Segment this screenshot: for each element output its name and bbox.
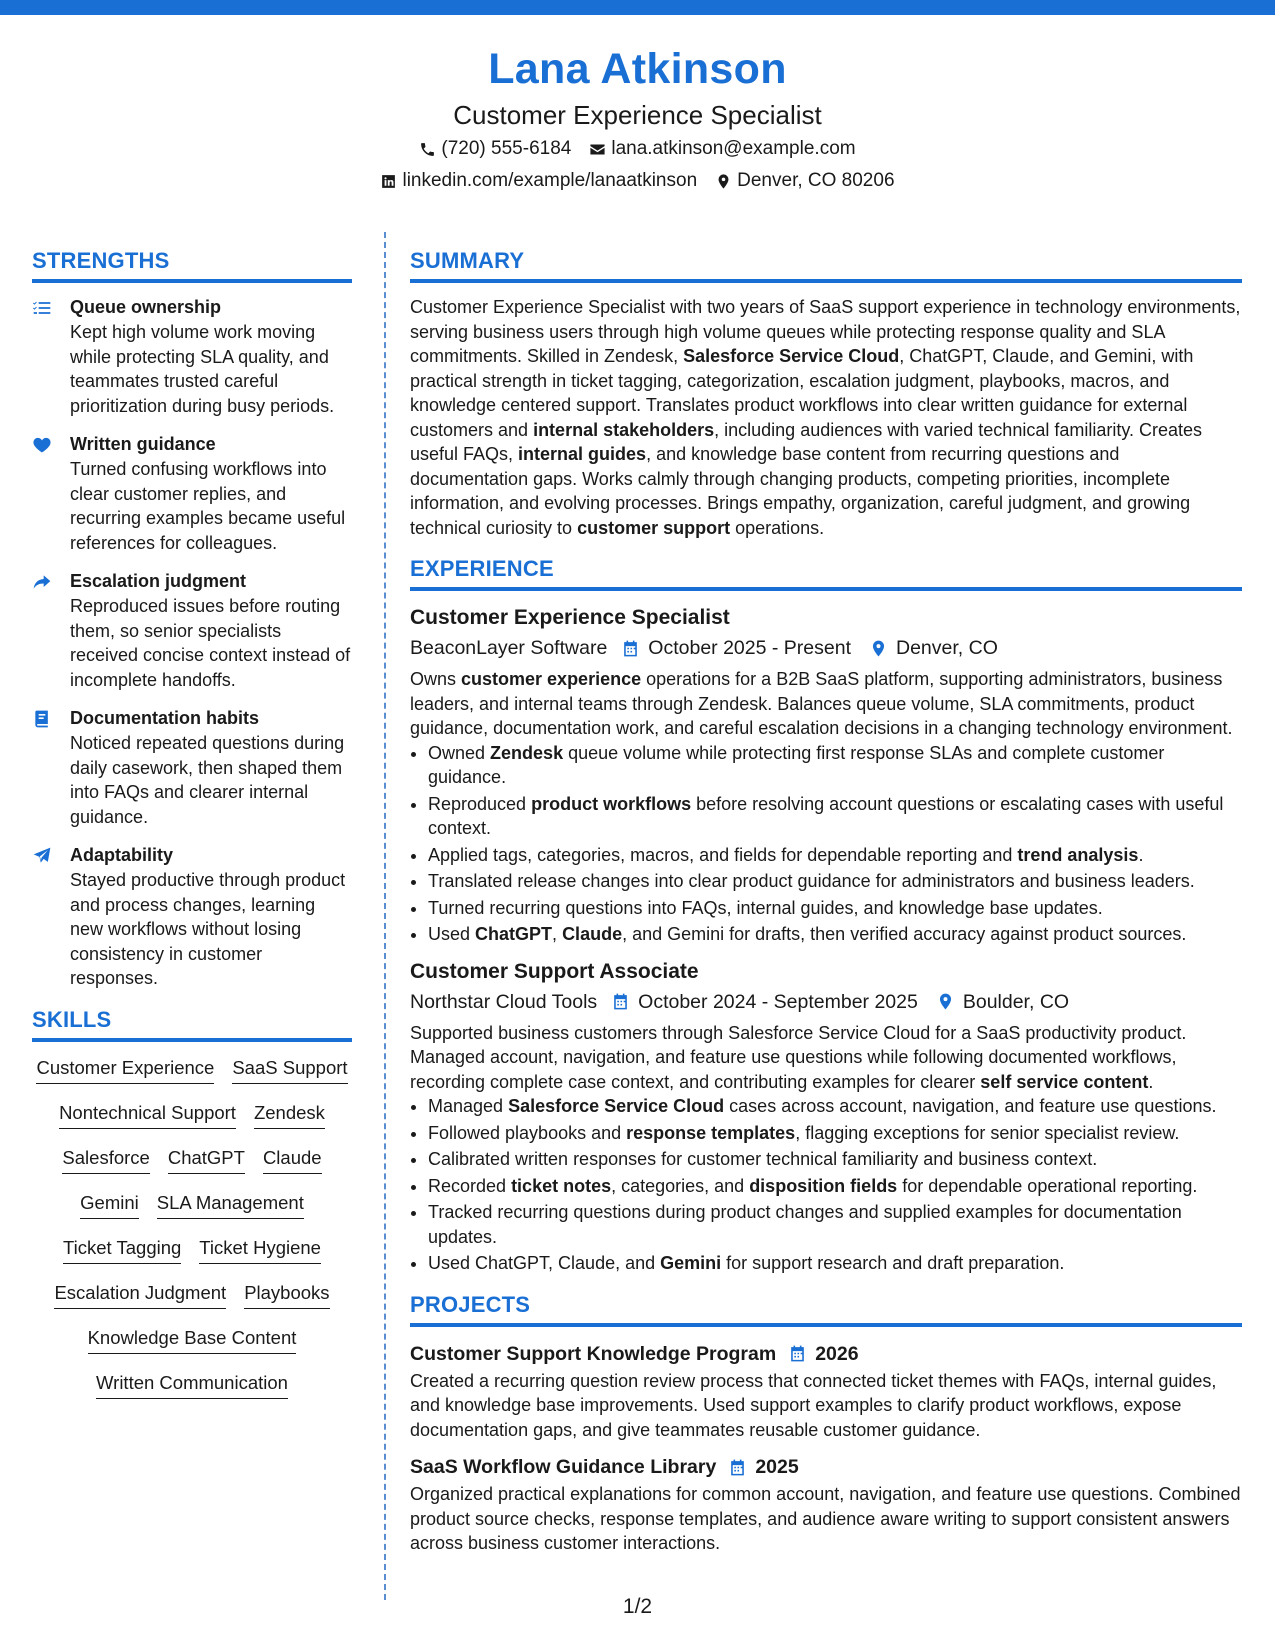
strength-desc: Noticed repeated questions during daily casework, then shaped them into FAQs and clearer internal guidance.: [70, 733, 345, 827]
phone-contact[interactable]: [419, 134, 571, 164]
top-accent-bar: [0, 0, 1275, 15]
right-column: [410, 246, 1242, 1556]
project-entry: [410, 1452, 1242, 1556]
job-meta: [410, 633, 1242, 663]
candidate-name: Lana Atkinson: [488, 45, 787, 93]
project-year: 2025: [755, 1456, 799, 1478]
strength-item: [32, 569, 352, 692]
skill-tag: Ticket Tagging: [63, 1234, 181, 1264]
bullet-item: • Translated release changes into clear product guidance for administrators and business leaders.: [428, 869, 1242, 894]
calendar-icon: [621, 639, 640, 658]
project-desc: Organized practical explanations for common account, navigation, and feature use questions. Combined product source checks, response templates, and audience aware writing to support consistent answers across business customer interactions.: [410, 1484, 1241, 1553]
map-pin-icon: [869, 639, 888, 658]
book-icon: [32, 709, 52, 729]
skill-tag: Salesforce: [62, 1144, 149, 1174]
skill-tag: Escalation Judgment: [54, 1279, 226, 1309]
page-number: 1/2: [622, 1595, 653, 1618]
location-contact: [715, 166, 894, 196]
strength-title: Queue ownership: [70, 297, 222, 317]
project-title: Customer Support Knowledge Program: [410, 1342, 777, 1365]
email-text: lana.atkinson@example.com: [611, 138, 856, 159]
strength-desc: Turned confusing workflows into clear customer replies, and recurring examples became useful references for colleagues.: [70, 459, 346, 553]
job-bullets: [410, 1094, 1242, 1276]
project-title-row: [410, 1339, 1242, 1369]
bullet-item: • Calibrated written responses for customer technical familiarity and business context.: [428, 1147, 1242, 1172]
job-title: Customer Experience Specialist: [410, 606, 730, 629]
list-check-icon: [32, 298, 52, 318]
strength-title: Written guidance: [70, 434, 216, 454]
bullet-item: • Used ChatGPT, Claude, and Gemini for drafts, then verified accuracy against product sources.: [428, 922, 1242, 947]
calendar-icon: [788, 1344, 807, 1363]
location-text: Denver, CO 80206: [737, 170, 895, 191]
strengths-list: [32, 295, 352, 991]
job-entry: [410, 603, 1242, 947]
bullet-item: • Followed playbooks and response templates, flagging exceptions for senior specialist review.: [428, 1121, 1242, 1146]
project-entry: [410, 1339, 1242, 1443]
strength-title: Escalation judgment: [70, 571, 247, 591]
linkedin-text: linkedin.com/example/lanaatkinson: [402, 170, 698, 191]
summary-text: Customer Experience Specialist with two years of SaaS support experience in technology environments, serving business users through high volume queues while protecting response quality and SLA commitments. Skilled in Zendesk, Salesforce Service Cloud, ChatGPT, Claude, and Gemini, with practical strength in ticket tagging, categorization, escalation judgment, playbooks, macros, and knowledge centered support. Translates product workflows into clear written guidance for external customers and internal stakeholders, including audiences with varied technical familiarity. Creates useful FAQs, internal guides, and knowledge base content from recurring questions and documentation gaps. Works calmly through changing products, competing priorities, incomplete information, and evolving processes. Brings empathy, organization, careful judgment, and growing technical curiosity to customer support operations.: [410, 297, 1241, 538]
job-meta: [410, 987, 1242, 1017]
project-year: 2026: [815, 1342, 859, 1365]
company-name: BeaconLayer Software: [410, 637, 608, 659]
skill-tag: Gemini: [80, 1189, 139, 1219]
bullet-item: • Tracked recurring questions during product changes and supplied examples for documentation updates.: [428, 1200, 1242, 1249]
strength-item: [32, 843, 352, 991]
resume-header: [0, 40, 1275, 196]
skill-tag: SLA Management: [157, 1189, 304, 1219]
map-pin-icon: [715, 173, 732, 190]
summary-heading: SUMMARY: [410, 246, 1242, 283]
contact-row-2: [0, 166, 1275, 196]
strength-item: [32, 295, 352, 418]
phone-icon: [419, 141, 436, 158]
skill-tag: Playbooks: [244, 1279, 329, 1309]
bullet-item: • Recorded ticket notes, categories, and disposition fields for dependable operational reporting.: [428, 1174, 1242, 1199]
company-name: Northstar Cloud Tools: [410, 990, 598, 1013]
strength-item: [32, 432, 352, 555]
strength-desc: Stayed productive through product and process changes, learning new workflows without losing consistency in customer responses.: [70, 870, 346, 988]
bullet-item: • Used ChatGPT, Claude, and Gemini for support research and draft preparation.: [428, 1251, 1242, 1276]
skill-tag: Zendesk: [254, 1099, 325, 1129]
skills-heading: SKILLS: [32, 1005, 352, 1042]
left-column: [32, 246, 352, 1414]
column-divider: [384, 232, 386, 1600]
contact-row-1: [0, 134, 1275, 164]
envelope-icon: [589, 141, 606, 158]
linkedin-icon: [380, 173, 397, 190]
paper-plane-icon: [32, 846, 52, 866]
job-bullets: [410, 741, 1242, 947]
project-title-row: [410, 1452, 1242, 1482]
job-location: Denver, CO: [896, 637, 998, 659]
bullet-item: • Reproduced product workflows before resolving account questions or escalating cases with useful context.: [428, 792, 1242, 841]
job-entry: [410, 957, 1242, 1276]
share-arrow-icon: [32, 572, 52, 592]
experience-heading: EXPERIENCE: [410, 554, 1242, 591]
job-intro: Owns customer experience operations for a B2B SaaS platform, supporting administrators, business leaders, and internal teams through Zendesk. Balances queue volume, SLA commitments, product guidance, documentation work, and careful escalation decisions in a changing technology environment.: [410, 669, 1233, 738]
project-title: SaaS Workflow Guidance Library: [410, 1456, 717, 1478]
skills-list: [32, 1054, 352, 1414]
bullet-item: • Owned Zendesk queue volume while protecting first response SLAs and complete customer guidance.: [428, 741, 1242, 790]
skill-tag: Claude: [263, 1144, 322, 1174]
candidate-role: Customer Experience Specialist: [453, 100, 822, 130]
skill-tag: Ticket Hygiene: [199, 1234, 321, 1264]
bullet-item: • Applied tags, categories, macros, and fields for dependable reporting and trend analysis.: [428, 843, 1242, 868]
map-pin-icon: [936, 992, 955, 1011]
skill-tag: Knowledge Base Content: [88, 1324, 297, 1354]
job-location: Boulder, CO: [962, 990, 1070, 1013]
strength-desc: Reproduced issues before routing them, so senior specialists received concise context instead of incomplete handoffs.: [70, 596, 351, 690]
job-dates: October 2024 - September 2025: [638, 990, 918, 1013]
strength-desc: Kept high volume work moving while protecting SLA quality, and teammates trusted careful prioritization during busy periods.: [70, 322, 335, 416]
bullet-item: • Managed Salesforce Service Cloud cases across account, navigation, and feature use questions.: [428, 1094, 1242, 1119]
bullet-item: • Turned recurring questions into FAQs, internal guides, and knowledge base updates.: [428, 896, 1242, 921]
strength-title: Documentation habits: [70, 708, 260, 728]
heart-icon: [32, 435, 52, 455]
calendar-icon: [728, 1458, 747, 1477]
strengths-heading: STRENGTHS: [32, 246, 352, 283]
email-contact[interactable]: [589, 134, 855, 164]
strength-item: [32, 706, 352, 829]
strength-title: Adaptability: [70, 845, 174, 865]
skill-tag: ChatGPT: [168, 1144, 245, 1174]
phone-text: (720) 555-6184: [441, 138, 572, 159]
job-intro: Supported business customers through Salesforce Service Cloud for a SaaS productivity product. Managed account, navigation, and feature use questions while following documented workflows, recording complete case context, and contributing examples for clearer self service content.: [410, 1022, 1187, 1092]
projects-heading: PROJECTS: [410, 1290, 1242, 1327]
project-desc: Created a recurring question review process that connected ticket themes with FAQs, internal guides, and knowledge base improvements. Used support examples to clarify product workflows, expose documentation gaps, and give teammates reusable customer guidance.: [410, 1370, 1217, 1440]
skill-tag: Nontechnical Support: [59, 1099, 236, 1129]
skill-tag: Written Communication: [96, 1369, 288, 1399]
linkedin-contact[interactable]: [380, 166, 697, 196]
skill-tag: SaaS Support: [232, 1054, 347, 1084]
job-dates: October 2025 - Present: [648, 637, 851, 659]
job-title: Customer Support Associate: [410, 959, 699, 983]
calendar-icon: [611, 992, 630, 1011]
skill-tag: Customer Experience: [36, 1054, 214, 1084]
